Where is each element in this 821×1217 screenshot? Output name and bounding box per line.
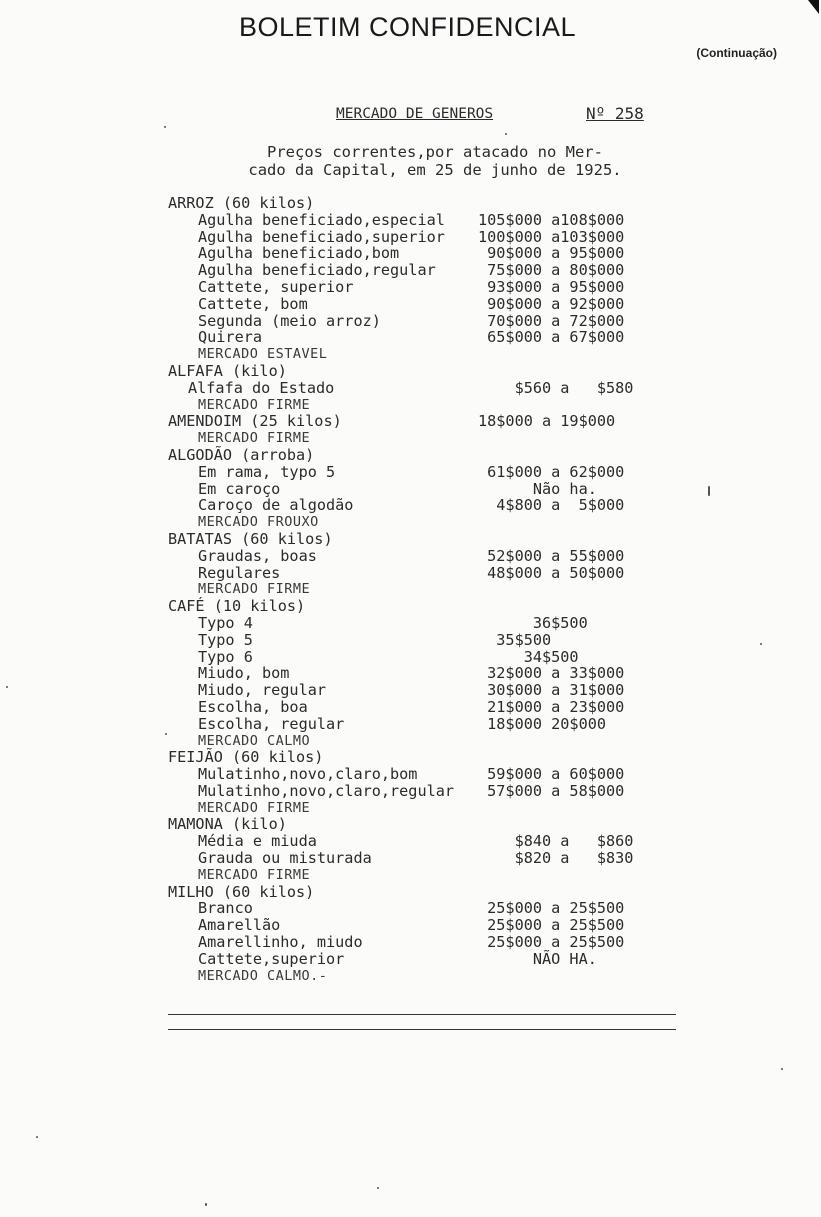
price-range: 57$000 a 58$000 bbox=[478, 781, 625, 800]
item-label: Typo 6 bbox=[198, 647, 253, 666]
item-label: Typo 5 bbox=[198, 630, 253, 649]
category-row bbox=[168, 195, 668, 212]
item-label: Quirera bbox=[198, 328, 263, 347]
price-range: 34$500 bbox=[478, 647, 579, 666]
item-label: Agulha beneficiado,superior bbox=[198, 227, 445, 246]
price-range: 18$000 a 19$000 bbox=[478, 412, 616, 431]
price-row bbox=[168, 380, 668, 397]
price-row bbox=[168, 296, 668, 313]
price-range: 105$000 a108$000 bbox=[478, 210, 625, 229]
item-label: Agulha beneficiado,bom bbox=[198, 244, 400, 263]
item-label: Escolha, regular bbox=[198, 714, 345, 733]
price-row bbox=[168, 699, 668, 716]
category-label: ARROZ (60 kilos) bbox=[168, 194, 315, 212]
category-row bbox=[168, 816, 668, 833]
paper-speck bbox=[6, 686, 8, 688]
price-range: 25$000 a 25$500 bbox=[478, 899, 625, 918]
item-label: Graudas, boas bbox=[198, 546, 317, 565]
price-row bbox=[168, 682, 668, 699]
paper-speck bbox=[164, 126, 166, 128]
category-row bbox=[168, 531, 668, 548]
category-row bbox=[168, 413, 668, 430]
item-label: Em rama, typo 5 bbox=[198, 462, 336, 481]
market-status-row bbox=[168, 733, 668, 750]
market-status: MERCADO FIRME bbox=[198, 396, 311, 413]
category-label: MILHO (60 kilos) bbox=[168, 882, 315, 901]
closing-rule bbox=[168, 1014, 676, 1015]
paper-speck bbox=[781, 1068, 783, 1070]
item-label: Agulha beneficiado,regular bbox=[198, 261, 436, 280]
market-status-row bbox=[168, 800, 668, 817]
item-label: Mulatinho,novo,claro,bom bbox=[198, 765, 418, 784]
market-status-row bbox=[168, 867, 668, 884]
price-row bbox=[168, 262, 668, 279]
price-range: 59$000 a 60$000 bbox=[478, 765, 625, 784]
market-status: MERCADO FIRME bbox=[198, 430, 311, 447]
section-title: MERCADO DE GENEROS bbox=[336, 106, 494, 122]
price-row bbox=[168, 900, 668, 917]
item-label: Segunda (meio arroz) bbox=[198, 311, 381, 330]
item-label: Escolha, boa bbox=[198, 697, 308, 716]
item-label: Regulares bbox=[198, 563, 281, 582]
item-label: Cattete, bom bbox=[198, 294, 308, 313]
category-row bbox=[168, 749, 668, 766]
price-range: $820 a $830 bbox=[478, 849, 634, 868]
market-status-row bbox=[168, 430, 668, 447]
paper-speck bbox=[205, 1203, 207, 1206]
price-list bbox=[168, 195, 668, 984]
price-row bbox=[168, 497, 668, 514]
price-range: 30$000 a 31$000 bbox=[478, 681, 625, 700]
price-range: 35$500 bbox=[478, 630, 552, 649]
market-status: MERCADO CALMO.- bbox=[198, 967, 328, 984]
market-status-row bbox=[168, 581, 668, 598]
market-status: MERCADO FIRME bbox=[198, 581, 311, 598]
price-row bbox=[168, 245, 668, 262]
item-label: Em caroço bbox=[198, 479, 281, 498]
market-status: MERCADO FROUXO bbox=[198, 514, 319, 531]
price-range: 90$000 a 92$000 bbox=[478, 294, 625, 313]
price-row bbox=[168, 649, 668, 666]
paper-speck bbox=[377, 1187, 379, 1189]
price-row bbox=[168, 464, 668, 481]
price-row bbox=[168, 951, 668, 968]
document-title: BOLETIM CONFIDENCIAL bbox=[238, 12, 577, 42]
category-label: FEIJÃO (60 kilos) bbox=[168, 748, 324, 767]
category-row bbox=[168, 598, 668, 615]
item-label: Agulha beneficiado,especial bbox=[198, 210, 445, 229]
paper-speck bbox=[708, 486, 710, 496]
price-row bbox=[168, 212, 668, 229]
category-label: CAFÉ (10 kilos) bbox=[168, 597, 306, 616]
item-label: Caroço de algodão bbox=[198, 496, 354, 515]
market-status: MERCADO FIRME bbox=[198, 866, 311, 883]
price-row bbox=[168, 716, 668, 733]
category-label: AMENDOIM (25 kilos) bbox=[168, 412, 342, 431]
price-row bbox=[168, 615, 668, 632]
market-status-row bbox=[168, 397, 668, 414]
price-row bbox=[168, 917, 668, 934]
price-range: 18$000 20$000 bbox=[478, 714, 607, 733]
price-range: 65$000 a 67$000 bbox=[478, 328, 625, 347]
item-label: Grauda ou misturada bbox=[198, 849, 372, 868]
continuation-note: (Continuação) bbox=[696, 46, 777, 60]
price-range: 70$000 a 72$000 bbox=[478, 311, 625, 330]
item-label: Miudo, regular bbox=[198, 681, 327, 700]
item-label: Cattete,superior bbox=[198, 949, 345, 968]
price-range: 25$000 a 25$500 bbox=[478, 916, 625, 935]
price-range: NÃO HA. bbox=[478, 949, 597, 968]
price-range: 48$000 a 50$000 bbox=[478, 563, 625, 582]
price-range: 100$000 a103$000 bbox=[478, 227, 625, 246]
price-range: 93$000 a 95$000 bbox=[478, 277, 625, 296]
market-status-row bbox=[168, 968, 668, 985]
market-status: MERCADO FIRME bbox=[198, 799, 311, 816]
item-label: Typo 4 bbox=[198, 613, 253, 632]
paper-speck bbox=[165, 733, 167, 735]
item-label: Branco bbox=[198, 899, 253, 918]
paper-speck bbox=[505, 133, 507, 135]
bulletin-number: Nº 258 bbox=[586, 104, 644, 123]
item-label: Miudo, bom bbox=[198, 664, 290, 683]
market-status-row bbox=[168, 346, 668, 363]
price-row bbox=[168, 766, 668, 783]
item-label: Amarellão bbox=[198, 916, 281, 935]
price-range: 25$000 a 25$500 bbox=[478, 933, 625, 952]
price-row bbox=[168, 850, 668, 867]
closing-rule bbox=[168, 1029, 676, 1030]
price-range: 75$000 a 80$000 bbox=[478, 261, 625, 280]
price-row bbox=[168, 632, 668, 649]
price-range: Não ha. bbox=[478, 479, 597, 498]
item-label: Cattete, superior bbox=[198, 277, 354, 296]
category-label: ALGODÃO (arroba) bbox=[168, 445, 315, 464]
price-row bbox=[168, 313, 668, 330]
price-range: 32$000 a 33$000 bbox=[478, 664, 625, 683]
category-row bbox=[168, 884, 668, 901]
item-label: Média e miuda bbox=[198, 832, 317, 851]
price-row bbox=[168, 548, 668, 565]
price-row bbox=[168, 329, 668, 346]
price-range: 52$000 a 55$000 bbox=[478, 546, 625, 565]
price-row bbox=[168, 565, 668, 582]
price-row bbox=[168, 833, 668, 850]
price-range: $840 a $860 bbox=[478, 832, 634, 851]
price-range: 61$000 a 62$000 bbox=[478, 462, 625, 481]
price-row bbox=[168, 481, 668, 498]
price-row bbox=[168, 934, 668, 951]
market-status: MERCADO ESTAVEL bbox=[198, 346, 328, 363]
category-label: ALFAFA (kilo) bbox=[168, 361, 287, 380]
price-row bbox=[168, 783, 668, 800]
price-range: 36$500 bbox=[478, 613, 588, 632]
intro-paragraph bbox=[205, 143, 665, 179]
market-status: MERCADO CALMO bbox=[198, 732, 311, 749]
item-label: Alfafa do Estado bbox=[188, 378, 335, 397]
category-label: MAMONA (kilo) bbox=[168, 815, 287, 834]
category-row bbox=[168, 447, 668, 464]
price-row bbox=[168, 229, 668, 246]
category-row bbox=[168, 363, 668, 380]
price-row bbox=[168, 279, 668, 296]
intro-line: Preços correntes,por atacado no Mer- bbox=[267, 143, 603, 161]
category-label: BATATAS (60 kilos) bbox=[168, 529, 333, 548]
price-row bbox=[168, 665, 668, 682]
item-label: Mulatinho,novo,claro,regular bbox=[198, 781, 455, 800]
price-range: $560 a $580 bbox=[478, 378, 634, 397]
paper-speck bbox=[36, 1136, 38, 1138]
market-status-row bbox=[168, 514, 668, 531]
paper-speck bbox=[760, 643, 762, 645]
price-range: 4$800 a 5$000 bbox=[478, 496, 625, 515]
intro-line: cado da Capital, em 25 de junho de 1925. bbox=[248, 161, 622, 179]
item-label: Amarellinho, miudo bbox=[198, 933, 363, 952]
price-range: 90$000 a 95$000 bbox=[478, 244, 625, 263]
price-range: 21$000 a 23$000 bbox=[478, 697, 625, 716]
